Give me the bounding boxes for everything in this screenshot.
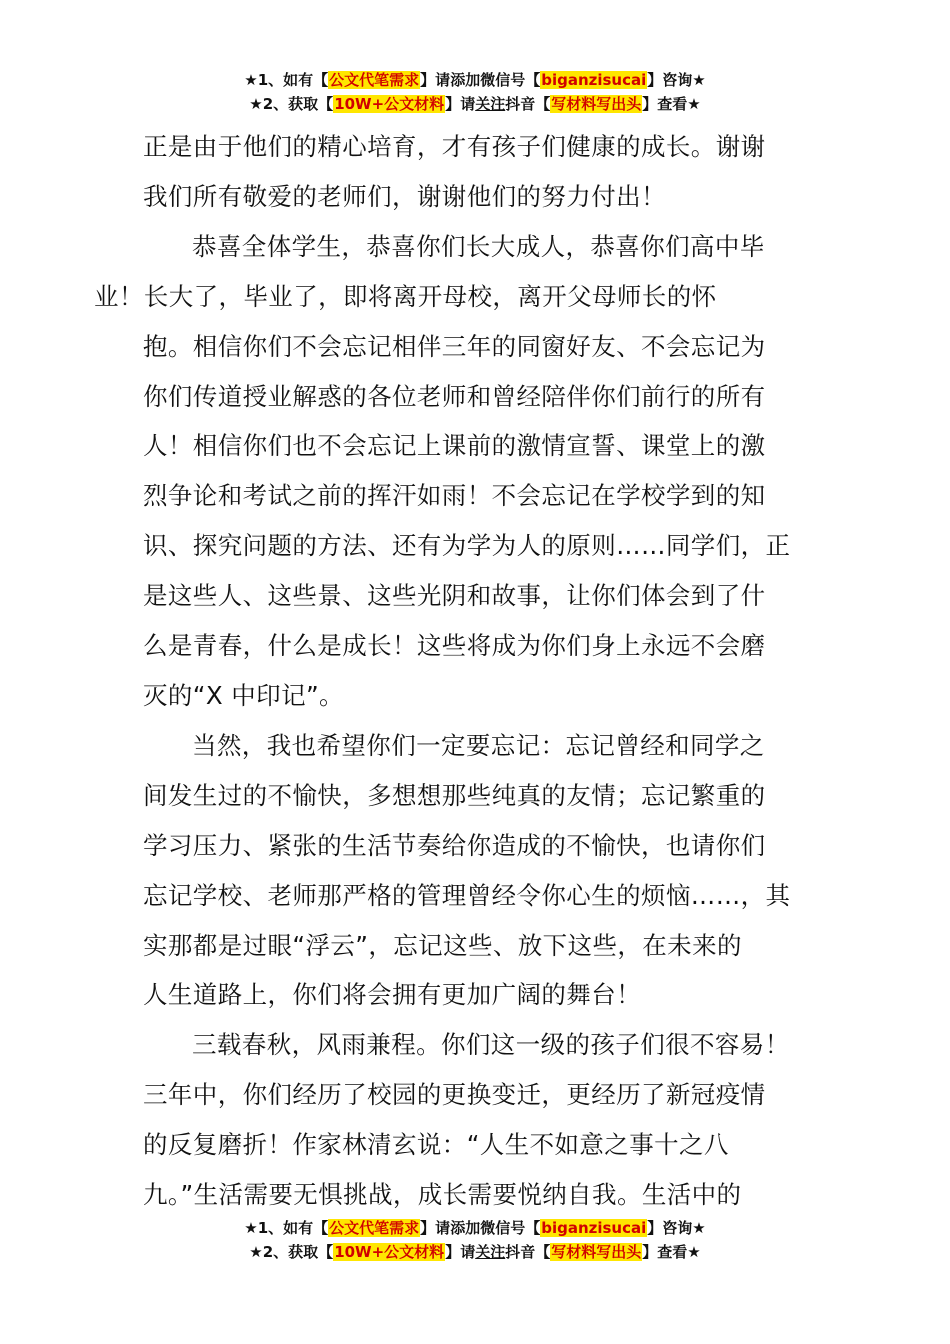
text-line: 识、探究问题的方法、还有为学为人的原则……同学们，正 [143, 531, 791, 561]
promo-text: ★2、获取【 [249, 1243, 334, 1261]
text-line: 么是青春，什么是成长！这些将成为你们身上永远不会磨 [143, 631, 766, 661]
paragraph-1 [143, 122, 823, 222]
text-line: 灭的“X 中印记”。 [143, 680, 344, 710]
text-line: 恭喜全体学生，恭喜你们长大成人，恭喜你们高中毕 [192, 231, 765, 261]
paragraph-4 [143, 1020, 823, 1220]
text-line: 三载春秋，风雨兼程。你们这一级的孩子们很不容易！ [192, 1030, 790, 1060]
text-line: 你们传道授业解惑的各位老师和曾经陪伴你们前行的所有 [143, 381, 766, 411]
promo-highlight: 公文代笔需求 [329, 71, 420, 89]
promo-emphasis: 添加 [450, 1219, 481, 1237]
promo-line-1 [0, 1216, 950, 1240]
text-line: 是这些人、这些景、这些光阴和故事，让你们体会到了什 [143, 581, 766, 611]
text-line: 九。”生活需要无惧挑战，成长需要悦纳自我。生活中的 [143, 1180, 742, 1210]
wechat-id-highlight: biganzisucai [541, 1219, 647, 1237]
text-line: 学习压力、紧张的生活节奏给你造成的不愉快，也请你们 [143, 830, 766, 860]
promo-text: 】请 [445, 95, 476, 113]
text-line: 我们所有敬爱的老师们，谢谢他们的努力付出！ [143, 181, 666, 211]
text-line: 实那都是过眼“浮云”，忘记这些、放下这些，在未来的 [143, 930, 742, 960]
promo-text: ★1、如有【 [244, 71, 329, 89]
text-line: 间发生过的不愉快，多想想那些纯真的友情；忘记繁重的 [143, 780, 766, 810]
promo-text: 】请 [420, 1219, 451, 1237]
text-line: 忘记学校、老师那严格的管理曾经令你心生的烦恼……，其 [143, 880, 791, 910]
douyin-id-highlight: 写材料写出头 [551, 95, 642, 113]
promo-emphasis: 关注 [475, 95, 506, 113]
promo-text: 】查看★ [642, 95, 701, 113]
text-line: 的反复磨折！作家林清玄说：“人生不如意之事十之八 [143, 1130, 729, 1160]
header-promo-banner [0, 68, 950, 116]
text-line: 三年中，你们经历了校园的更换变迁，更经历了新冠疫情 [143, 1080, 766, 1110]
text-line: 烈争论和考试之前的挥汗如雨！不会忘记在学校学到的知 [143, 481, 766, 511]
promo-text: 抖音【 [505, 95, 551, 113]
wechat-id-highlight: biganzisucai [541, 71, 647, 89]
text-line: 抱。相信你们不会忘记相伴三年的同窗好友、不会忘记为 [143, 331, 766, 361]
text-line: 当然，我也希望你们一定要忘记：忘记曾经和同学之 [192, 730, 765, 760]
promo-text: 微信号【 [480, 1219, 541, 1237]
text-line: 人！相信你们也不会忘记上课前的激情宣誓、课堂上的激 [143, 431, 766, 461]
promo-text: 微信号【 [480, 71, 541, 89]
promo-highlight: 10W+公文材料 [334, 95, 445, 113]
text-line: 人生道路上，你们将会拥有更加广阔的舞台！ [143, 980, 641, 1010]
promo-text: ★2、获取【 [249, 95, 334, 113]
promo-text: 抖音【 [505, 1243, 551, 1261]
promo-text: 】查看★ [642, 1243, 701, 1261]
text-line: 业！长大了，毕业了，即将离开母校，离开父母师长的怀 [94, 281, 717, 311]
paragraph-3 [143, 721, 823, 1020]
document-body [94, 122, 823, 1220]
paragraph-2 [94, 222, 823, 721]
promo-highlight: 10W+公文材料 [334, 1243, 445, 1261]
promo-text: ★1、如有【 [244, 1219, 329, 1237]
promo-line-2 [0, 92, 950, 116]
promo-text: 】咨询★ [647, 71, 706, 89]
promo-highlight: 公文代笔需求 [329, 1219, 420, 1237]
promo-text: 】请 [420, 71, 451, 89]
text-line: 正是由于他们的精心培育，才有孩子们健康的成长。谢谢 [143, 132, 766, 161]
promo-line-1 [0, 68, 950, 92]
promo-text: 】咨询★ [647, 1219, 706, 1237]
promo-emphasis: 关注 [475, 1243, 506, 1261]
promo-text: 】请 [445, 1243, 476, 1261]
promo-line-2 [0, 1240, 950, 1264]
footer-promo-banner [0, 1216, 950, 1264]
promo-emphasis: 添加 [450, 71, 481, 89]
douyin-id-highlight: 写材料写出头 [551, 1243, 642, 1261]
